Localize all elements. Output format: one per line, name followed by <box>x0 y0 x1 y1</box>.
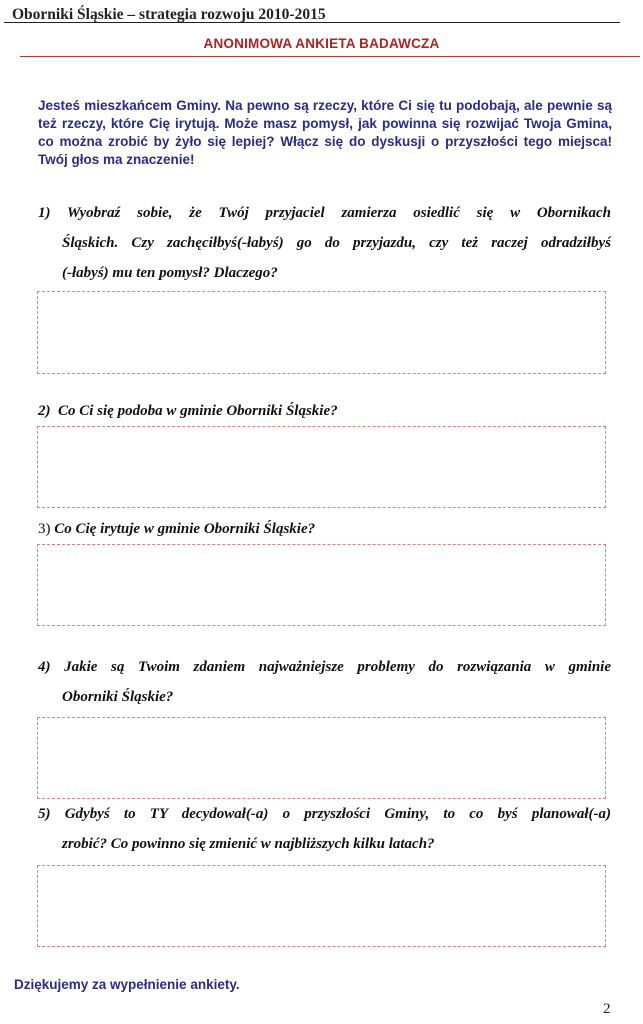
answer-box-2[interactable] <box>37 426 606 508</box>
question-number: 2) <box>38 403 51 419</box>
thank-you-note: Dziękujemy za wypełnienie ankiety. <box>14 977 240 992</box>
answer-box-3[interactable] <box>37 544 606 626</box>
question-number: 1) <box>38 205 51 221</box>
question-text-line: Oborniki Śląskie? <box>62 689 174 705</box>
question-text-line: Wyobraź sobie, że Twój przyjaciel zamierza osiedlić się w Obornikach <box>67 205 612 221</box>
question-text-line: Co Cię irytuje w gminie Oborniki Śląskie? <box>54 521 316 537</box>
document-header-title: Oborniki Śląskie – strategia rozwoju 2010-2015 <box>12 6 326 23</box>
question-text-line: Śląskich. Czy zachęciłbyś(-łabyś) go do przyjazdu, czy też raczej odradziłbyś <box>62 235 611 251</box>
question-number: 5) <box>38 806 51 822</box>
question-number: 4) <box>38 659 51 675</box>
survey-intro: Jesteś mieszkańcem Gminy. Na pewno są rzeczy, które Ci się tu podobają, ale pewnie są też rzeczy, które Cię irytują. Może masz pomysł, jak powinna się rozwijać Twoja Gmina, co można zrobić by żyło się lepiej? Włącz się do dyskusji o przyszłości tego miejsca! Twój głos ma znaczenie! <box>38 98 612 167</box>
answer-box-1[interactable] <box>37 291 606 374</box>
question-text-line: (-łabyś) mu ten pomysł? Dlaczego? <box>62 265 278 281</box>
survey-title: ANONIMOWA ANKIETA BADAWCZA <box>203 36 440 51</box>
question-text-line: Gdybyś to TY decydował(-a) o przyszłości Gminy, to co byś planował(-a) <box>64 806 612 822</box>
answer-box-5[interactable] <box>37 865 606 947</box>
header-divider <box>4 22 620 23</box>
question-text-line: Co Ci się podoba w gminie Oborniki Śląskie? <box>58 403 338 419</box>
question-text-line: zrobić? Co powinno się zmienić w najbliższych kilku latach? <box>62 836 435 852</box>
page-number: 2 <box>603 1001 611 1017</box>
title-divider <box>20 56 640 57</box>
question-text-line: Jakie są Twoim zdaniem najważniejsze problemy do rozwiązania w gminie <box>64 659 611 675</box>
answer-box-4[interactable] <box>37 717 606 799</box>
question-number: 3) <box>38 521 51 537</box>
